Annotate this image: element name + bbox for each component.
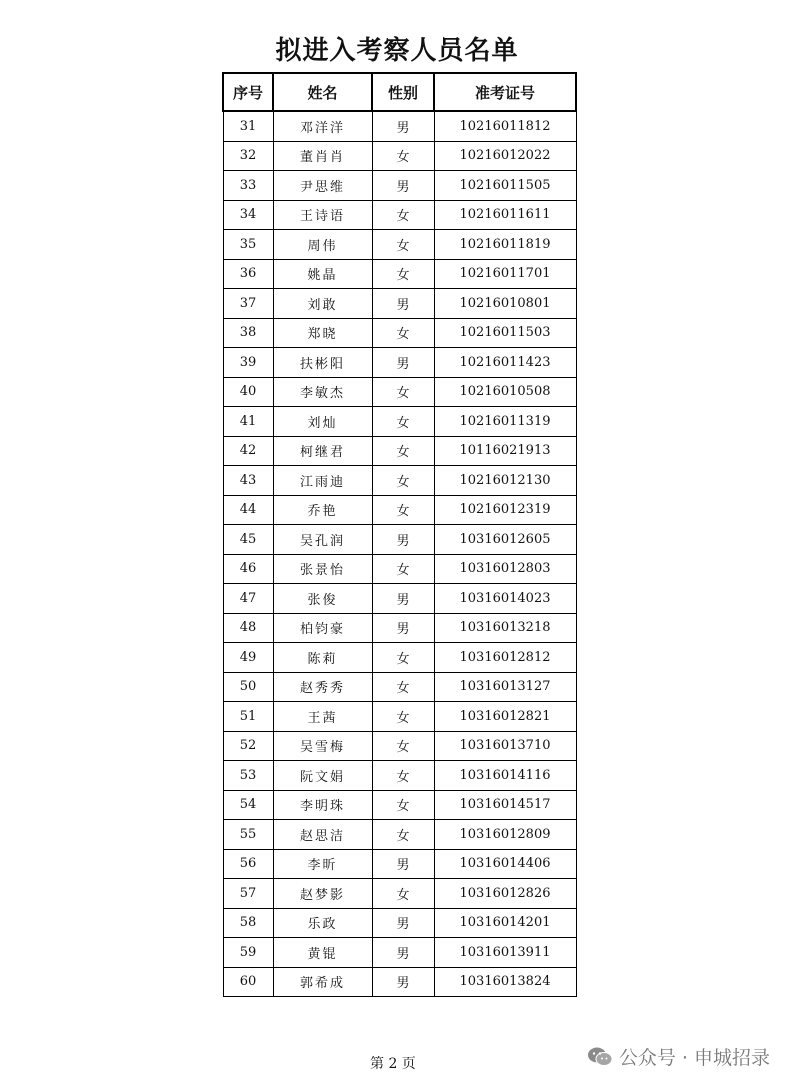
cell-index: 35: [223, 230, 273, 260]
candidate-table: [222, 72, 577, 997]
cell-gender: 男: [372, 289, 434, 319]
cell-name: 王茜: [273, 702, 372, 732]
table-row: [223, 230, 576, 260]
cell-gender: 男: [372, 613, 434, 643]
cell-index: 55: [223, 820, 273, 850]
cell-name: 王诗语: [273, 200, 372, 230]
table-header-row: [223, 73, 576, 111]
cell-name: 赵秀秀: [273, 672, 372, 702]
cell-index: 48: [223, 613, 273, 643]
cell-exam-number: 10316012812: [434, 643, 576, 673]
table-row: [223, 908, 576, 938]
cell-name: 李明珠: [273, 790, 372, 820]
cell-name: 刘敢: [273, 289, 372, 319]
cell-index: 44: [223, 495, 273, 525]
cell-exam-number: 10316014406: [434, 849, 576, 879]
cell-exam-number: 10316012826: [434, 879, 576, 909]
cell-gender: 男: [372, 849, 434, 879]
cell-name: 董肖肖: [273, 141, 372, 171]
cell-index: 42: [223, 436, 273, 466]
table-row: [223, 436, 576, 466]
cell-gender: 女: [372, 436, 434, 466]
table-row: [223, 407, 576, 437]
cell-index: 51: [223, 702, 273, 732]
table-row: [223, 761, 576, 791]
table-row: [223, 879, 576, 909]
cell-exam-number: 10216010508: [434, 377, 576, 407]
table-row: [223, 525, 576, 555]
cell-gender: 女: [372, 230, 434, 260]
table-row: [223, 141, 576, 171]
cell-index: 37: [223, 289, 273, 319]
cell-exam-number: 10216011319: [434, 407, 576, 437]
cell-exam-number: 10316014116: [434, 761, 576, 791]
cell-name: 刘灿: [273, 407, 372, 437]
cell-exam-number: 10316012605: [434, 525, 576, 555]
cell-gender: 女: [372, 554, 434, 584]
cell-name: 赵思洁: [273, 820, 372, 850]
cell-gender: 女: [372, 141, 434, 171]
header-gender: 性别: [372, 73, 434, 111]
cell-index: 47: [223, 584, 273, 614]
table-row: [223, 643, 576, 673]
table-row: [223, 731, 576, 761]
table-row: [223, 348, 576, 378]
cell-name: 乐政: [273, 908, 372, 938]
cell-gender: 男: [372, 171, 434, 201]
header-exam-number: 准考证号: [434, 73, 576, 111]
cell-index: 46: [223, 554, 273, 584]
cell-name: 黄锟: [273, 938, 372, 968]
cell-name: 吴孔润: [273, 525, 372, 555]
cell-index: 50: [223, 672, 273, 702]
cell-name: 尹思维: [273, 171, 372, 201]
cell-index: 33: [223, 171, 273, 201]
cell-index: 39: [223, 348, 273, 378]
cell-index: 58: [223, 908, 273, 938]
cell-exam-number: 10216012130: [434, 466, 576, 496]
cell-name: 张俊: [273, 584, 372, 614]
cell-index: 40: [223, 377, 273, 407]
cell-exam-number: 10316012821: [434, 702, 576, 732]
cell-gender: 女: [372, 200, 434, 230]
table-row: [223, 554, 576, 584]
cell-exam-number: 10216011819: [434, 230, 576, 260]
cell-exam-number: 10316012809: [434, 820, 576, 850]
cell-gender: 女: [372, 761, 434, 791]
cell-name: 李昕: [273, 849, 372, 879]
cell-gender: 女: [372, 407, 434, 437]
cell-gender: 男: [372, 908, 434, 938]
cell-index: 43: [223, 466, 273, 496]
cell-exam-number: 10316013911: [434, 938, 576, 968]
page-number: 第 2 页: [370, 1056, 416, 1072]
cell-index: 32: [223, 141, 273, 171]
cell-gender: 女: [372, 318, 434, 348]
cell-name: 郑晓: [273, 318, 372, 348]
cell-gender: 女: [372, 731, 434, 761]
table-body: [223, 111, 576, 997]
cell-name: 赵梦影: [273, 879, 372, 909]
cell-index: 41: [223, 407, 273, 437]
cell-name: 李敏杰: [273, 377, 372, 407]
cell-name: 乔艳: [273, 495, 372, 525]
cell-name: 吴雪梅: [273, 731, 372, 761]
table-row: [223, 318, 576, 348]
cell-index: 38: [223, 318, 273, 348]
cell-name: 周伟: [273, 230, 372, 260]
cell-gender: 男: [372, 111, 434, 141]
cell-gender: 男: [372, 584, 434, 614]
cell-index: 53: [223, 761, 273, 791]
cell-exam-number: 10216011423: [434, 348, 576, 378]
cell-name: 江雨迪: [273, 466, 372, 496]
cell-exam-number: 10316013127: [434, 672, 576, 702]
cell-exam-number: 10216010801: [434, 289, 576, 319]
cell-name: 郭希成: [273, 967, 372, 997]
cell-exam-number: 10216011611: [434, 200, 576, 230]
header-index: 序号: [223, 73, 273, 111]
table-row: [223, 200, 576, 230]
cell-index: 59: [223, 938, 273, 968]
cell-exam-number: 10316014023: [434, 584, 576, 614]
cell-exam-number: 10316012803: [434, 554, 576, 584]
cell-name: 张景怡: [273, 554, 372, 584]
cell-exam-number: 10316013710: [434, 731, 576, 761]
cell-gender: 男: [372, 348, 434, 378]
cell-exam-number: 10316014517: [434, 790, 576, 820]
cell-name: 柯继君: [273, 436, 372, 466]
cell-name: 陈莉: [273, 643, 372, 673]
cell-gender: 男: [372, 938, 434, 968]
cell-exam-number: 10116021913: [434, 436, 576, 466]
cell-name: 扶彬阳: [273, 348, 372, 378]
cell-index: 60: [223, 967, 273, 997]
cell-index: 36: [223, 259, 273, 289]
cell-gender: 女: [372, 790, 434, 820]
cell-gender: 男: [372, 967, 434, 997]
cell-gender: 女: [372, 259, 434, 289]
table-row: [223, 111, 576, 141]
cell-exam-number: 10216012022: [434, 141, 576, 171]
cell-index: 34: [223, 200, 273, 230]
cell-name: 柏钧豪: [273, 613, 372, 643]
table-row: [223, 790, 576, 820]
cell-exam-number: 10216011701: [434, 259, 576, 289]
cell-index: 54: [223, 790, 273, 820]
cell-gender: 女: [372, 377, 434, 407]
watermark-text: 公众号 · 申城招录: [618, 1047, 770, 1069]
cell-gender: 女: [372, 466, 434, 496]
table-row: [223, 849, 576, 879]
wechat-icon: [587, 1046, 613, 1068]
table-row: [223, 967, 576, 997]
cell-exam-number: 10316013218: [434, 613, 576, 643]
cell-gender: 女: [372, 643, 434, 673]
cell-name: 姚晶: [273, 259, 372, 289]
table-row: [223, 613, 576, 643]
cell-index: 45: [223, 525, 273, 555]
cell-gender: 女: [372, 879, 434, 909]
cell-exam-number: 10216011812: [434, 111, 576, 141]
table-row: [223, 466, 576, 496]
cell-gender: 女: [372, 702, 434, 732]
table-row: [223, 171, 576, 201]
watermark: [587, 1043, 770, 1070]
cell-index: 57: [223, 879, 273, 909]
table-row: [223, 938, 576, 968]
table-row: [223, 289, 576, 319]
table-row: [223, 584, 576, 614]
cell-index: 52: [223, 731, 273, 761]
cell-gender: 男: [372, 525, 434, 555]
table-row: [223, 820, 576, 850]
cell-gender: 女: [372, 672, 434, 702]
cell-gender: 女: [372, 495, 434, 525]
cell-name: 邓洋洋: [273, 111, 372, 141]
cell-index: 31: [223, 111, 273, 141]
cell-index: 49: [223, 643, 273, 673]
cell-exam-number: 10316013824: [434, 967, 576, 997]
cell-gender: 女: [372, 820, 434, 850]
cell-exam-number: 10216011503: [434, 318, 576, 348]
page-title: 拟进入考察人员名单: [275, 36, 519, 66]
table-row: [223, 702, 576, 732]
cell-exam-number: 10216011505: [434, 171, 576, 201]
cell-exam-number: 10316014201: [434, 908, 576, 938]
cell-exam-number: 10216012319: [434, 495, 576, 525]
table-row: [223, 672, 576, 702]
table-row: [223, 495, 576, 525]
cell-name: 阮文娟: [273, 761, 372, 791]
table-row: [223, 377, 576, 407]
cell-index: 56: [223, 849, 273, 879]
table-row: [223, 259, 576, 289]
header-name: 姓名: [273, 73, 372, 111]
